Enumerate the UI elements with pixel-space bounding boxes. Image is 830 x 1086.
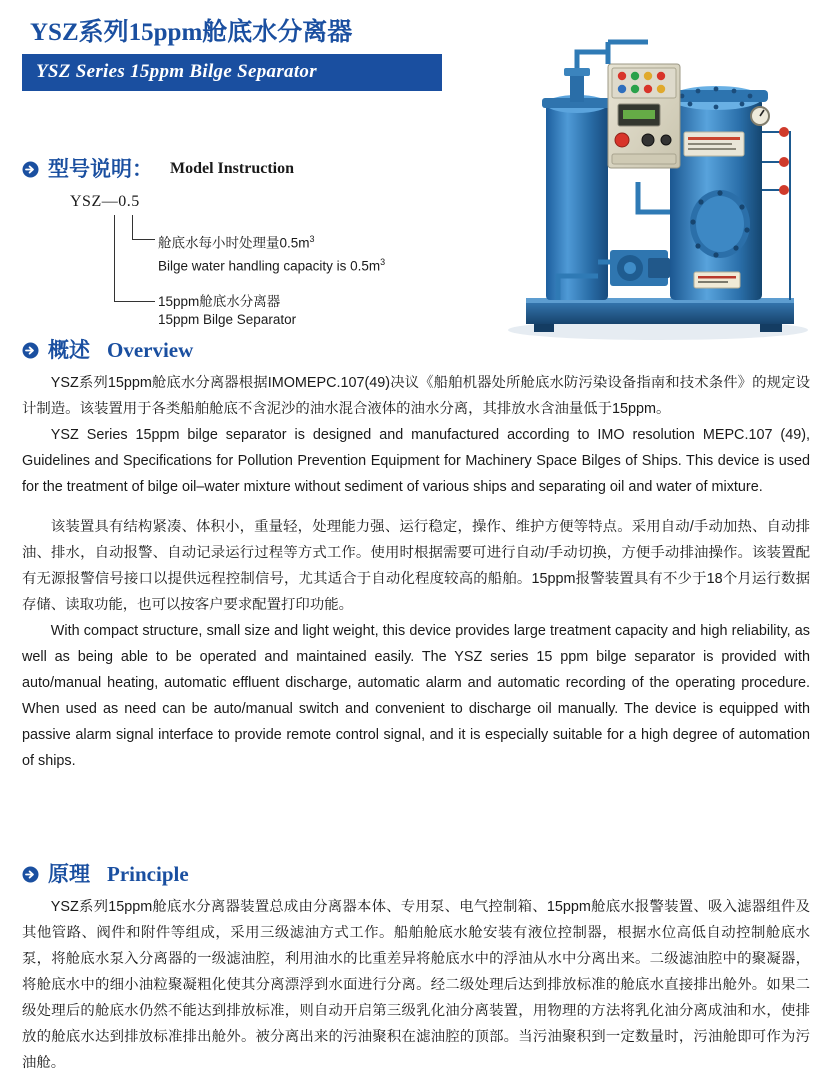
product-photo (498, 12, 816, 342)
overview-heading-cn: 概述 (48, 338, 90, 362)
overview-section (22, 338, 810, 774)
principle-section (22, 862, 810, 1076)
model-label-capacity (158, 230, 385, 275)
model-instruction-section (22, 157, 482, 338)
leader-line-2 (114, 215, 155, 302)
model-label-capacity-en: Bilge water handling capacity is $0.5m^3$ (158, 256, 386, 273)
overview-heading (22, 338, 810, 362)
arrow-bullet-icon (22, 866, 39, 883)
model-code: YSZ—0.5 (70, 193, 140, 210)
model-label-type-cn: 15ppm舱底水分离器 (158, 294, 281, 309)
principle-paragraph-cn-1: YSZ系列15ppm舱底水分离器装置总成由分离器本体、专用泵、电气控制箱、15ppm舱底水报警装置、吸入滤器组件及其他管路、阀件和附件等组成，采用三级滤油方式工作。船舶舱底水舱安装有液位控制器，根据水位高低自动控制舱底水泵，将舱底水泵入分离器的一级滤油腔，利用油水的比重差异将舱底水中的浮油从水中分离出来。二级滤油腔中的聚凝器，将舱底水中的细小油粒聚凝粗化使其分离漂浮到水面进行分离。经二级处理后达到排放标准的舱底水直接排出舱外。如果二级处理后的舱底水仍然不能达到排放标准，则自动开启第三级乳化油分离装置，用物理的方法将乳化油分离成油和水，使排放的舱底水达到排放标准排出舱外。被分离出来的污油聚积在滤油腔的顶部。当污油聚积到一定数量时，污油舱即可作为污油舱。 (22, 899, 810, 1071)
principle-heading-en: Principle (107, 862, 189, 886)
overview-heading-en: Overview (107, 338, 194, 362)
model-heading-en: Model Instruction (170, 160, 294, 177)
overview-paragraph-cn-2: 该装置具有结构紧凑、体积小，重量轻，处理能力强、运行稳定，操作、维护方便等特点。采用自动/手动加热、自动排油、排水，自动报警、自动记录运行过程等方式工作。使用时根据需要可进行自动/手动切换，方便手动排油操作。该装置配有无源报警信号接口以提供远程控制信号，尤其适合于自动化程度较高的船舶。15ppm报警装置具有不少于18个月运行数据存储、读取功能，也可以按客户要求配置打印功能。 (22, 519, 810, 613)
model-code-diagram (22, 193, 482, 338)
model-heading-cn: 型号说明： (48, 157, 153, 181)
model-label-type (158, 293, 296, 329)
principle-body (22, 894, 810, 1076)
overview-paragraph-cn-1: YSZ系列15ppm舱底水分离器根据IMOMEPC.107(49)决议《船舶机器处所舱底水防污染设备指南和技术条件》的规定设计制造。该装置用于各类船舶舱底不含泥沙的油水混合液体的油水分离，其排放水含油量低于15ppm。 (22, 375, 810, 417)
model-label-capacity-cn: 舱底水每小时处理量$0.5m^3$ (158, 234, 315, 251)
page-title-en: YSZ Series 15ppm Bilge Separator (22, 54, 442, 91)
principle-heading-cn: 原理 (48, 862, 90, 886)
model-instruction-heading (22, 157, 482, 181)
model-label-type-en: 15ppm Bilge Separator (158, 312, 297, 327)
principle-heading (22, 862, 810, 886)
arrow-bullet-icon (22, 342, 39, 359)
overview-paragraph-en-2: With compact structure, small size and light weight, this device provides large treatment capacity and high reliability, as well as being able to be operated and maintained easily. The YSZ series 15 ppm bilge separator is provided with auto/manual heating, automatic effluent discharge, automatic alarm and automatic recording of the operating procedure. When used as need can be auto/manual switch and convenient to discharge oil manually. The device is equipped with passive alarm signal interface to provide remote control signal, and it is especially suitable for a high degree of automation of ships. (22, 623, 810, 769)
overview-paragraph-en-1: YSZ Series 15ppm bilge separator is designed and manufactured according to IMO resolution MEPC.107 (49), Guidelines and Specifications for Pollution Prevention Equipment for Machinery Space Bilges of Ships. This device is used for the treatment of bilge oil–water mixture without sediment of various ships and separating oil and water of mixture. (22, 427, 810, 495)
paragraph-spacer (22, 500, 810, 514)
page-title-cn: YSZ系列15ppm舱底水分离器 (30, 19, 353, 46)
document-header (22, 18, 492, 91)
overview-body (22, 370, 810, 774)
arrow-bullet-icon (22, 161, 39, 178)
